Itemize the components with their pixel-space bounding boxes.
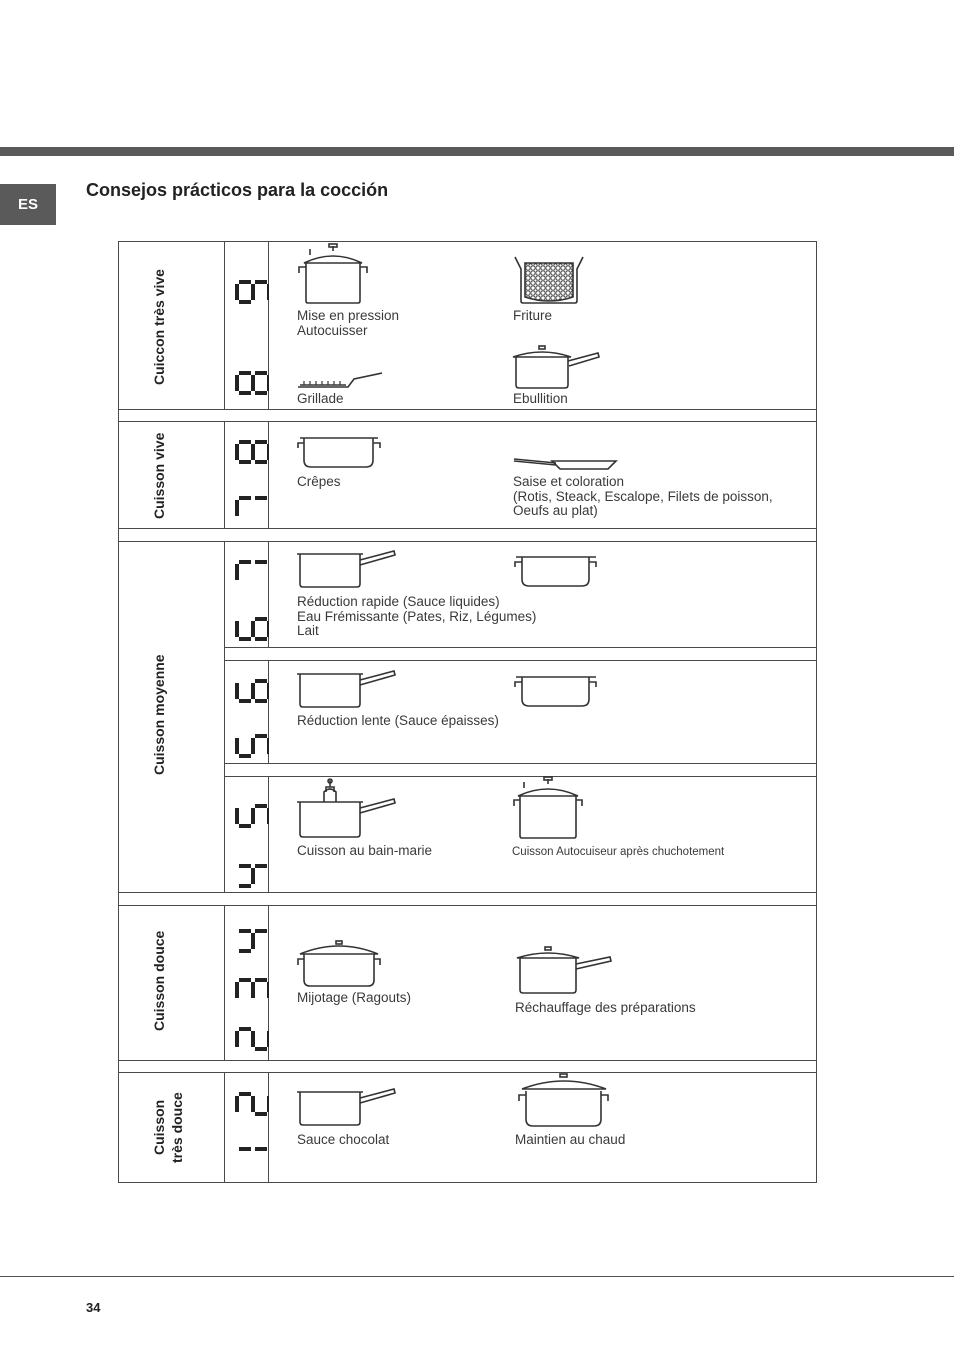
power-level-digit (233, 603, 269, 648)
saucepan-icon (296, 668, 396, 710)
crepe-pan-icon (296, 434, 382, 470)
power-level-digit (233, 546, 269, 591)
entry-label: Grillade (297, 391, 344, 406)
entry-label: Réduction lente (Sauce épaisses) (297, 713, 499, 728)
entry-label: Mise en pression Autocuisser (297, 308, 400, 338)
power-level-digit (233, 665, 269, 710)
row-divider (118, 421, 817, 422)
top-divider-bar (0, 147, 954, 156)
saucepan-lid-icon (514, 946, 614, 996)
row-divider (224, 660, 817, 661)
cooking-table (118, 241, 817, 1183)
page-title: Consejos prácticos para la cocción (86, 180, 389, 200)
power-level-digit (233, 720, 269, 765)
page-number: 34 (86, 1300, 101, 1315)
fryer-basket-icon (513, 253, 585, 305)
bain-marie-icon (296, 778, 396, 840)
saucepan-icon (296, 1086, 396, 1128)
entry-label: Réchauffage des préparations (515, 1000, 696, 1015)
entry-label: Sauce chocolat (297, 1132, 390, 1147)
power-level-digit (233, 915, 269, 960)
casserole-icon (512, 553, 600, 589)
category-label: Cuisson douce (151, 930, 167, 1032)
entry-label: Crêpes (297, 474, 341, 489)
row-divider (118, 905, 817, 906)
row-divider (224, 647, 817, 648)
stew-pot-icon (296, 940, 382, 988)
entry-label: Friture (513, 308, 553, 323)
row-divider (118, 541, 817, 542)
category-label: Cuiccon très vive (151, 269, 167, 385)
entry-label: Réduction rapide (Sauce liquides) Eau Frémissante (Pates, Riz, Légumes) Lait (297, 594, 537, 638)
power-level-digit (233, 1078, 269, 1123)
pressure-cooker-icon (512, 776, 586, 840)
power-level-digit (233, 357, 269, 402)
saucepan-icon (296, 548, 396, 590)
row-divider (118, 1072, 817, 1073)
pressure-cooker-icon (296, 243, 370, 305)
stock-pot-icon (516, 1073, 612, 1129)
row-divider (224, 763, 817, 764)
entry-label: Cuisson au bain-marie (297, 843, 433, 858)
row-divider (118, 892, 817, 893)
power-level-digit (233, 850, 269, 895)
entry-label: Saise et coloration (Rotis, Steack, Escalope, Filets de poisson, Oeufs au plat) (513, 474, 773, 518)
power-level-digit (233, 1133, 269, 1178)
power-level-digit (233, 1013, 269, 1058)
category-label: Cuisson très douce (151, 1092, 185, 1163)
entry-label: Maintien au chaud (515, 1132, 626, 1147)
category-label: Cuisson vive (151, 432, 167, 520)
entry-label: Mijotage (Ragouts) (297, 990, 412, 1005)
entry-label: Ebullition (513, 391, 568, 406)
power-level-digit (233, 266, 269, 311)
entry-label: Cuisson Autocuiseur après chuchotement (512, 846, 725, 858)
language-tab: ES (0, 184, 56, 225)
category-label: Cuisson moyenne (151, 654, 167, 776)
saucepan-lid-icon (512, 345, 602, 391)
row-divider (118, 409, 817, 410)
power-level-digit (233, 426, 269, 471)
power-level-digit (233, 790, 269, 835)
row-divider (118, 1060, 817, 1061)
grill-pan-icon (296, 369, 386, 391)
frying-pan-icon (512, 455, 620, 471)
row-divider (118, 528, 817, 529)
casserole-icon (512, 673, 600, 709)
power-level-digit (233, 482, 269, 527)
power-level-digit (233, 964, 269, 1009)
footer-divider (0, 1276, 954, 1277)
